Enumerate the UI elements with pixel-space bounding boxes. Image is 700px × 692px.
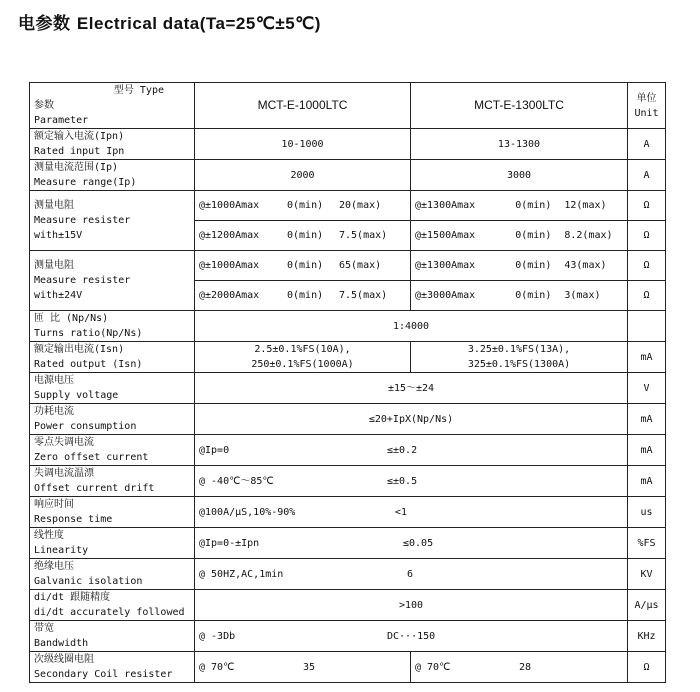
param-cell bbox=[30, 466, 195, 497]
param-cn: 匝 比 (Np/Ns) bbox=[34, 313, 109, 324]
value-cell bbox=[195, 435, 628, 466]
table-row bbox=[30, 590, 666, 621]
condition-text: @±1200Amax bbox=[199, 230, 260, 241]
min-text: 0(min) bbox=[515, 200, 552, 211]
param-en: Secondary Coil resister bbox=[34, 669, 173, 680]
max-text: 3(max) bbox=[564, 290, 601, 301]
condition-text: @±1000Amax bbox=[199, 200, 260, 211]
param-en: Rated input Ipn bbox=[34, 146, 125, 157]
param-cn: 功耗电流 bbox=[34, 406, 74, 417]
table-row bbox=[30, 559, 666, 590]
unit-cell bbox=[628, 311, 666, 342]
table-row bbox=[30, 466, 666, 497]
value-text: 6 bbox=[407, 568, 414, 580]
value-cell bbox=[195, 497, 628, 528]
unit-cell: Ω bbox=[628, 281, 666, 311]
unit-cell: Ω bbox=[628, 221, 666, 251]
unit-cell: KHz bbox=[628, 621, 666, 652]
electrical-data-table bbox=[29, 82, 666, 683]
unit-cell: V bbox=[628, 373, 666, 404]
header-unit-cell bbox=[628, 83, 666, 129]
value-line: 2.5±0.1%FS(10A), bbox=[254, 344, 351, 355]
param-en: di/dt accurately followed bbox=[34, 607, 185, 618]
value-line: 325±0.1%FS(1300A) bbox=[467, 359, 571, 370]
value-cell bbox=[195, 221, 411, 251]
value-line: 3.25±0.1%FS(13A), bbox=[467, 344, 571, 355]
condition-text: @ 50HZ,AC,1min bbox=[199, 568, 284, 580]
unit-cell: us bbox=[628, 497, 666, 528]
header-model-2: MCT-E-1300LTC bbox=[411, 83, 628, 129]
value-cell bbox=[195, 466, 628, 497]
max-text: 8.2(max) bbox=[564, 230, 613, 241]
value-cell bbox=[411, 251, 628, 281]
param-cn: di/dt 跟随精度 bbox=[34, 592, 111, 603]
value-cell bbox=[411, 342, 628, 373]
param-cn: 响应时间 bbox=[34, 499, 74, 510]
table-row bbox=[30, 497, 666, 528]
value-line: 250±0.1%FS(1000A) bbox=[251, 359, 354, 370]
param-en: Bandwidth bbox=[34, 638, 89, 649]
param-en: Measure resister bbox=[34, 275, 131, 286]
value-cell bbox=[195, 528, 628, 559]
value-cell bbox=[195, 621, 628, 652]
unit-cell: A bbox=[628, 129, 666, 160]
condition-text: @ 70℃ bbox=[415, 661, 451, 673]
value-text: ≤±0.5 bbox=[387, 475, 418, 487]
param-en: with±15V bbox=[34, 230, 83, 241]
min-text: 0(min) bbox=[515, 230, 552, 241]
param-en: with±24V bbox=[34, 290, 83, 301]
condition-text: @±1300Amax bbox=[415, 200, 476, 211]
param-cn: 带宽 bbox=[34, 623, 54, 634]
param-cell bbox=[30, 311, 195, 342]
value-cell: 1:4000 bbox=[195, 311, 628, 342]
condition-text: @Ip=0 bbox=[199, 444, 230, 456]
value-cell: 13-1300 bbox=[411, 129, 628, 160]
value-cell bbox=[411, 191, 628, 221]
unit-cell: %FS bbox=[628, 528, 666, 559]
table-row bbox=[30, 373, 666, 404]
param-cn: 测量电流范围(Ip) bbox=[34, 162, 119, 173]
condition-text: @Ip=0-±Ipn bbox=[199, 537, 260, 549]
value-cell bbox=[411, 652, 628, 683]
page-title bbox=[18, 9, 321, 34]
param-en: Offset current drift bbox=[34, 483, 155, 494]
param-cell bbox=[30, 559, 195, 590]
value-cell bbox=[411, 281, 628, 311]
param-cell bbox=[30, 652, 195, 683]
param-en: Turns ratio(Np/Ns) bbox=[34, 328, 143, 339]
table-row bbox=[30, 528, 666, 559]
table-row bbox=[30, 435, 666, 466]
param-cn: 电源电压 bbox=[34, 375, 74, 386]
param-cell bbox=[30, 528, 195, 559]
table-row bbox=[30, 621, 666, 652]
condition-text: @±3000Amax bbox=[415, 290, 476, 301]
value-cell: 2000 bbox=[195, 160, 411, 191]
header-param-en: Parameter bbox=[34, 115, 89, 126]
value-text: DC···150 bbox=[387, 630, 436, 642]
value-cell bbox=[195, 559, 628, 590]
title-en: Electrical data(Ta=25℃±5℃) bbox=[76, 14, 321, 33]
param-en: Measure resister bbox=[34, 215, 131, 226]
table-row bbox=[30, 404, 666, 435]
param-cn: 测量电阻 bbox=[34, 200, 74, 211]
value-text: ≤±0.2 bbox=[387, 444, 418, 456]
unit-cell: Ω bbox=[628, 652, 666, 683]
condition-text: @ -40℃～85℃ bbox=[199, 475, 274, 487]
condition-text: @±1500Amax bbox=[415, 230, 476, 241]
param-en: Measure range(Ip) bbox=[34, 177, 137, 188]
unit-cell: Ω bbox=[628, 251, 666, 281]
header-unit-en: Unit bbox=[634, 107, 659, 119]
param-en: Power consumption bbox=[34, 421, 137, 432]
param-cell bbox=[30, 160, 195, 191]
header-param-cell bbox=[30, 83, 195, 129]
condition-text: @100A/μS,10%-90% bbox=[199, 506, 296, 518]
header-param-cn: 参数 bbox=[34, 100, 54, 111]
min-text: 0(min) bbox=[287, 230, 324, 241]
param-cell bbox=[30, 590, 195, 621]
table-row bbox=[30, 251, 666, 281]
param-cell bbox=[30, 342, 195, 373]
param-cn: 线性度 bbox=[34, 530, 64, 541]
param-cn: 零点失调电流 bbox=[34, 437, 94, 448]
max-text: 43(max) bbox=[564, 260, 607, 271]
value-text: 35 bbox=[303, 661, 316, 673]
param-cell bbox=[30, 129, 195, 160]
min-text: 0(min) bbox=[515, 290, 552, 301]
param-en: Zero offset current bbox=[34, 452, 149, 463]
value-cell bbox=[195, 652, 411, 683]
param-cn: 额定输入电流(Ipn) bbox=[34, 131, 125, 142]
table-row bbox=[30, 342, 666, 373]
table-row bbox=[30, 160, 666, 191]
param-cell bbox=[30, 404, 195, 435]
condition-text: @±1000Amax bbox=[199, 260, 260, 271]
value-cell bbox=[411, 221, 628, 251]
max-text: 7.5(max) bbox=[339, 230, 388, 241]
max-text: 65(max) bbox=[339, 260, 382, 271]
condition-text: @ 70℃ bbox=[199, 661, 235, 673]
unit-cell: Ω bbox=[628, 191, 666, 221]
condition-text: @ -3Db bbox=[199, 630, 236, 642]
value-cell bbox=[195, 251, 411, 281]
value-cell bbox=[195, 342, 411, 373]
unit-cell: mA bbox=[628, 404, 666, 435]
unit-cell: A/μs bbox=[628, 590, 666, 621]
condition-text: @±2000Amax bbox=[199, 290, 260, 301]
param-en: Galvanic isolation bbox=[34, 576, 143, 587]
unit-cell: A bbox=[628, 160, 666, 191]
unit-cell: KV bbox=[628, 559, 666, 590]
param-cell bbox=[30, 621, 195, 652]
param-cell bbox=[30, 435, 195, 466]
value-cell bbox=[195, 191, 411, 221]
header-unit-cn: 单位 bbox=[636, 92, 657, 104]
param-cn: 额定输出电流(Isn) bbox=[34, 344, 125, 355]
value-cell: ≤20+IpX(Np/Ns) bbox=[195, 404, 628, 435]
param-cell bbox=[30, 251, 195, 311]
value-cell: >100 bbox=[195, 590, 628, 621]
param-cell bbox=[30, 373, 195, 404]
max-text: 7.5(max) bbox=[339, 290, 388, 301]
min-text: 0(min) bbox=[515, 260, 552, 271]
param-cn: 次级线圈电阻 bbox=[34, 654, 94, 665]
value-cell bbox=[195, 281, 411, 311]
header-row bbox=[30, 83, 666, 129]
table-row bbox=[30, 129, 666, 160]
value-cell: 3000 bbox=[411, 160, 628, 191]
param-en: Response time bbox=[34, 514, 113, 525]
max-text: 20(max) bbox=[339, 200, 382, 211]
param-cn: 绝缘电压 bbox=[34, 561, 74, 572]
unit-cell: mA bbox=[628, 342, 666, 373]
table-row bbox=[30, 311, 666, 342]
header-type-label: 型号 Type bbox=[113, 85, 164, 96]
param-en: Supply voltage bbox=[34, 390, 119, 401]
param-cn: 测量电阻 bbox=[34, 260, 74, 271]
condition-text: @±1300Amax bbox=[415, 260, 476, 271]
param-cell bbox=[30, 497, 195, 528]
value-text: 28 bbox=[519, 661, 532, 673]
table-row bbox=[30, 652, 666, 683]
unit-cell: mA bbox=[628, 466, 666, 497]
param-cn: 失调电流温漂 bbox=[34, 468, 94, 479]
min-text: 0(min) bbox=[287, 260, 324, 271]
min-text: 0(min) bbox=[287, 290, 324, 301]
value-text: ≤0.05 bbox=[403, 537, 434, 549]
param-en: Rated output (Isn) bbox=[34, 359, 143, 370]
param-cell bbox=[30, 191, 195, 251]
title-cn: 电参数 bbox=[18, 14, 71, 34]
value-cell: 10-1000 bbox=[195, 129, 411, 160]
max-text: 12(max) bbox=[564, 200, 607, 211]
table-row bbox=[30, 191, 666, 221]
value-cell: ±15～±24 bbox=[195, 373, 628, 404]
value-text: <1 bbox=[395, 506, 408, 518]
unit-cell: mA bbox=[628, 435, 666, 466]
header-model-1: MCT-E-1000LTC bbox=[195, 83, 411, 129]
param-en: Linearity bbox=[34, 545, 89, 556]
min-text: 0(min) bbox=[287, 200, 324, 211]
